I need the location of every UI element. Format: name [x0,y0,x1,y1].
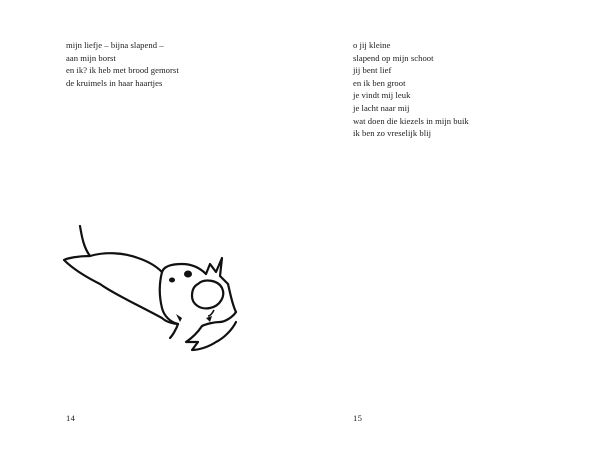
poem-line: o jij kleine [353,40,391,50]
poem-line: aan mijn borst [66,52,116,63]
poem-line: je vindt mij leuk [353,90,411,101]
poem-line: wat doen die kiezels in mijn buik [353,115,469,126]
poem-line: slapend op mijn schoot [353,52,434,63]
page-number-left: 14 [66,413,76,423]
right-poem [353,39,469,140]
ink-drawing-creature-icon [60,218,250,358]
poem-line: en ik? ik heb met brood gemorst [66,65,179,76]
poem-line: jij bent lief [353,65,392,76]
poem-line: je lacht naar mij [353,102,410,113]
poem-line: ik ben zo vreselijk blij [353,128,432,139]
left-poem [66,39,179,89]
poem-line: en ik ben groot [353,77,406,88]
page-number-right: 15 [353,413,363,423]
poem-line: mijn liefje – bijna slapend – [66,40,164,50]
right-page [300,0,600,450]
poem-line: de kruimels in haar haartjes [66,77,163,88]
